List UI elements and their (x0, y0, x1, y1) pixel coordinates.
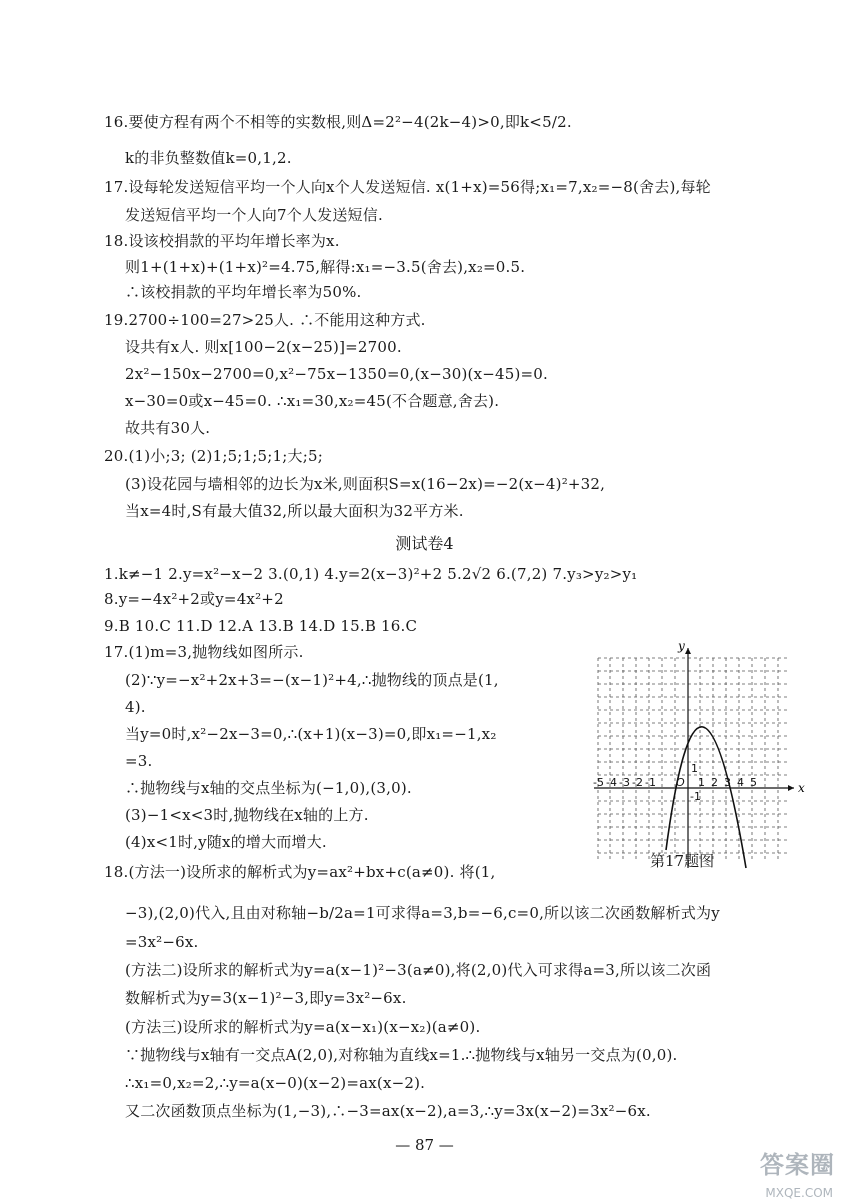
text-line-19: 17.(1)m=3,抛物线如图所示. (104, 643, 304, 661)
text-line-9: 设共有x人. 则x[100−2(x−25)]=2700. (125, 338, 402, 356)
text-line-21: 4). (125, 698, 146, 716)
text-line-31: 数解析式为y=3(x−1)²−3,即y=3x²−6x. (125, 989, 407, 1007)
x-tick-label: 5 (750, 776, 757, 789)
x-tick-label: 3 (724, 776, 731, 789)
text-line-3: 17.设每轮发送短信平均一个人向x个人发送短信. x(1+x)=56得;x₁=7,x₂=−8(舍去),每轮 (104, 178, 711, 196)
text-line-30: (方法二)设所求的解析式为y=a(x−1)²−3(a≠0),将(2,0)代入可求得a=3,所以该二次函 (125, 961, 712, 979)
x-tick-label: 2 (711, 776, 718, 789)
x-tick-label: -3 (619, 776, 630, 789)
figure-caption: 第17题图 (650, 852, 715, 870)
x-tick-label: -2 (632, 776, 643, 789)
y-tick-label: 1 (691, 762, 698, 775)
section-title: 测试卷4 (395, 534, 454, 553)
text-line-34: ∴x₁=0,x₂=2,∴y=a(x−0)(x−2)=ax(x−2). (125, 1074, 426, 1092)
text-line-22: 当y=0时,x²−2x−3=0,∴(x+1)(x−3)=0,即x₁=−1,x₂ (125, 725, 497, 743)
text-line-32: (方法三)设所求的解析式为y=a(x−x₁)(x−x₂)(a≠0). (125, 1018, 481, 1036)
text-line-7: ∴该校捐款的平均年增长率为50%. (125, 283, 362, 301)
text-line-29: =3x²−6x. (125, 933, 199, 951)
text-line-1: 16.要使方程有两个不相等的实数根,则Δ=2²−4(2k−4)>0,即k<5/2. (104, 113, 572, 131)
parabola-curve (666, 727, 746, 868)
y-axis-arrow-icon (685, 648, 691, 654)
text-line-11: x−30=0或x−45=0. ∴x₁=30,x₂=45(不合题意,舍去). (125, 392, 500, 410)
text-line-18: 9.B 10.C 11.D 12.A 13.B 14.D 15.B 16.C (104, 617, 418, 635)
text-line-20: (2)∵y=−x²+2x+3=−(x−1)²+4,∴抛物线的顶点是(1, (125, 671, 499, 689)
text-line-16: 1.k≠−1 2.y=x²−x−2 3.(0,1) 4.y=2(x−3)²+2 5.2√2 6.(7,2) 7.y₃>y₂>y₁ (104, 565, 638, 583)
text-line-25: (3)−1<x<3时,抛物线在x轴的上方. (125, 806, 369, 824)
watermark-url: MXQE.COM (765, 1186, 833, 1200)
parabola-graph (590, 640, 810, 870)
text-line-4: 发送短信平均一个人向7个人发送短信. (125, 206, 383, 224)
text-line-10: 2x²−150x−2700=0,x²−75x−1350=0,(x−30)(x−45)=0. (125, 365, 549, 383)
watermark-logo: 答案圈 (760, 1151, 835, 1179)
origin-label: O (676, 776, 685, 789)
x-tick-label: -5 (593, 776, 604, 789)
text-line-13: 20.(1)小;3; (2)1;5;1;5;1;大;5; (104, 447, 324, 465)
text-line-8: 19.2700÷100=27>25人. ∴不能用这种方式. (104, 311, 426, 329)
text-line-23: =3. (125, 752, 153, 770)
text-line-5: 18.设该校捐款的平均年增长率为x. (104, 232, 340, 250)
y-tick-label: -1 (690, 790, 701, 803)
y-axis-label: y (678, 640, 685, 653)
text-line-6: 则1+(1+x)+(1+x)²=4.75,解得:x₁=−3.5(舍去),x₂=0.5. (125, 258, 526, 276)
x-axis-label: x (798, 781, 805, 795)
x-tick-label: -1 (645, 776, 656, 789)
text-line-17: 8.y=−4x²+2或y=4x²+2 (104, 590, 284, 608)
text-line-26: (4)x<1时,y随x的增大而增大. (125, 833, 327, 851)
text-line-35: 又二次函数顶点坐标为(1,−3),∴−3=ax(x−2),a=3,∴y=3x(x−2)=3x²−6x. (125, 1102, 651, 1120)
text-line-33: ∵抛物线与x轴有一交点A(2,0),对称轴为直线x=1.∴抛物线与x轴另一交点为(0,0). (125, 1046, 678, 1064)
x-axis-arrow-icon (788, 785, 794, 791)
x-tick-label: 1 (698, 776, 705, 789)
text-line-28: −3),(2,0)代入,且由对称轴−b/2a=1可求得a=3,b=−6,c=0,所以该二次函数解析式为y (125, 904, 720, 922)
text-line-15: 当x=4时,S有最大值32,所以最大面积为32平方米. (125, 502, 464, 520)
x-tick-label: -4 (606, 776, 617, 789)
page-number: — 87 — (395, 1136, 454, 1154)
text-line-2: k的非负整数值k=0,1,2. (125, 149, 292, 167)
graph-grid (598, 658, 790, 860)
text-line-27: 18.(方法一)设所求的解析式为y=ax²+bx+c(a≠0). 将(1, (104, 863, 496, 881)
x-tick-label: 4 (737, 776, 744, 789)
text-line-14: (3)设花园与墙相邻的边长为x米,则面积S=x(16−2x)=−2(x−4)²+32, (125, 475, 606, 493)
text-line-24: ∴抛物线与x轴的交点坐标为(−1,0),(3,0). (125, 779, 412, 797)
text-line-12: 故共有30人. (125, 419, 211, 437)
